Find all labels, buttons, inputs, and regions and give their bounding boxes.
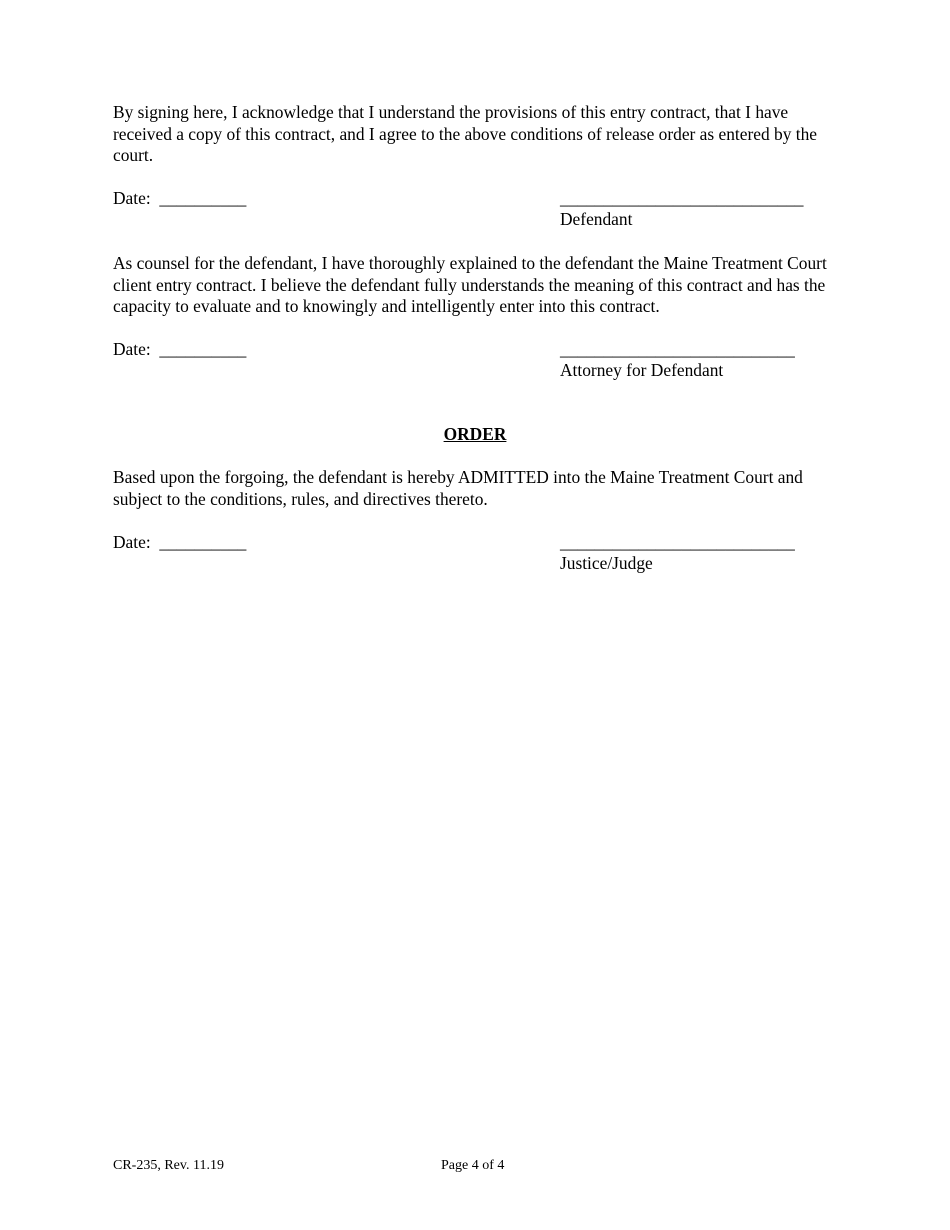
defendant-signature-caption: Defendant [560, 209, 633, 229]
attorney-signature-line: ___________________________ [560, 339, 795, 359]
attorney-date-label: Date: [113, 339, 151, 359]
order-heading: ORDER [443, 424, 507, 444]
attorney-date-row [113, 339, 246, 361]
order-text: Based upon the forgoing, the defendant is hereby ADMITTED into the Maine Treatment Court and subject to the conditions, rules, and directives thereto. [113, 467, 803, 509]
defendant-date-row [113, 188, 246, 210]
order-date-row [113, 532, 246, 554]
footer-form-id: CR-235, Rev. 11.19 [113, 1158, 224, 1173]
order-date-label: Date: [113, 532, 151, 552]
judge-signature-line: ___________________________ [560, 532, 795, 552]
judge-signature-caption: Justice/Judge [560, 553, 653, 573]
order-date-blank: __________ [159, 532, 247, 552]
defendant-date-label: Date: [113, 188, 151, 208]
defendant-signature-line: ____________________________ [560, 188, 804, 208]
defendant-acknowledgment: By signing here, I acknowledge that I understand the provisions of this entry contract, that I have received a copy of this contract, and I agree to the above conditions of release order as entered by the court. [113, 102, 818, 165]
attorney-date-blank: __________ [159, 339, 247, 359]
attorney-signature-caption: Attorney for Defendant [560, 360, 724, 380]
attorney-statement: As counsel for the defendant, I have thoroughly explained to the defendant the Maine Treatment Court client entry contract. I believe the defendant fully understands the meaning of this contract and has the capacity to evaluate and to knowingly and intelligently enter into this contract. [113, 253, 827, 316]
footer-page-number: Page 4 of 4 [441, 1158, 505, 1173]
defendant-date-blank: __________ [159, 188, 247, 208]
